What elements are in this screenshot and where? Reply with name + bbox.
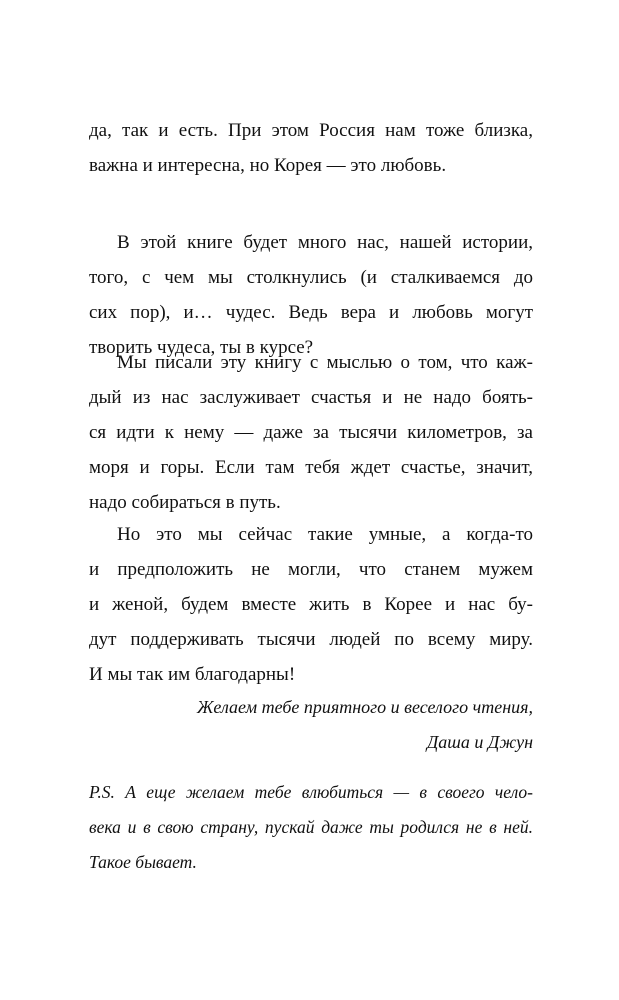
text-line: ся идти к нему — даже за тысячи километров, за: [89, 422, 533, 443]
text-line: да, так и есть. При этом Россия нам тоже близка,: [89, 120, 533, 141]
text-line: сих пор), и… чудес. Ведь вера и любовь могут: [89, 302, 533, 323]
text-line: творить чудеса, ты в курсе?: [89, 337, 314, 358]
postscript: [89, 775, 533, 880]
text-line: Но это мы сейчас такие умные, а когда-то: [117, 524, 533, 545]
text-line: важна и интересна, но Корея — это любовь.: [89, 155, 447, 176]
text-line: и предположить не могли, что станем мужем: [89, 559, 533, 580]
paragraph-1: [89, 113, 533, 183]
postscript-line: P.S. А еще желаем тебе влюбиться — в своего чело-: [89, 782, 533, 802]
postscript-line: века и в свою страну, пускай даже ты родился не в ней.: [89, 817, 533, 837]
text-line: дут поддерживать тысячи людей по всему миру.: [89, 629, 533, 650]
signature-wish: Желаем тебе приятного и веселого чтения,: [196, 697, 533, 717]
paragraph-3: [89, 345, 533, 520]
text-line: Мы писали эту книгу с мыслью о том, что каж-: [117, 352, 533, 373]
paragraph-2: [89, 225, 533, 365]
signature-names: Даша и Джун: [426, 732, 533, 752]
text-line: и женой, будем вместе жить в Корее и нас бу-: [89, 594, 533, 615]
paragraph-4: [89, 517, 533, 692]
text-line: В этой книге будет много нас, нашей истории,: [117, 232, 533, 253]
text-line: И мы так им благодарны!: [89, 664, 296, 685]
text-line: моря и горы. Если там тебя ждет счастье, значит,: [89, 457, 533, 478]
text-line: того, с чем мы столкнулись (и сталкиваемся до: [89, 267, 533, 288]
postscript-line: Такое бывает.: [89, 852, 197, 872]
text-line: дый из нас заслуживает счастья и не надо боять-: [89, 387, 533, 408]
text-line: надо собираться в путь.: [89, 492, 281, 513]
signature: [89, 690, 533, 760]
